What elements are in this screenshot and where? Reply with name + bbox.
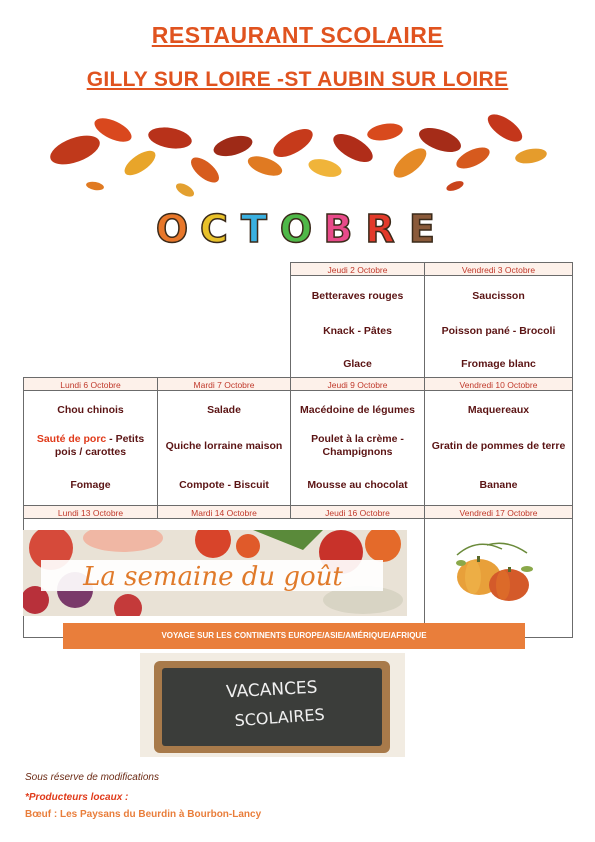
day-header: Jeudi 9 Octobre: [290, 377, 425, 391]
month-letter: O: [155, 207, 189, 250]
semaine-du-gout-image: [23, 530, 407, 616]
day-header: Vendredi 3 Octobre: [424, 262, 573, 276]
menu-item: Mousse au chocolat: [307, 479, 408, 491]
month-letter: C: [200, 207, 228, 250]
page-subtitle: GILLY SUR LOIRE -ST AUBIN SUR LOIRE: [86, 68, 509, 91]
menu-item: Fomage: [70, 479, 111, 491]
menu-item: Betteraves rouges: [311, 290, 404, 302]
day-header: Lundi 13 Octobre: [23, 505, 158, 519]
menu-item: Poisson pané - Brocoli: [441, 325, 556, 337]
beef-producer: Bœuf : Les Paysans du Beurdin à Bourbon-Lancy: [25, 809, 262, 820]
menu-item: Salade: [207, 404, 241, 416]
menu-item: Saucisson: [472, 290, 525, 302]
menu-item: Macédoine de légumes: [300, 404, 415, 416]
month-letter: O: [279, 207, 313, 250]
vacances-scolaires-image: [140, 653, 405, 757]
highlight-dish: Sauté de porc: [36, 433, 107, 445]
month-letter: B: [323, 207, 353, 250]
menu-item: Banane: [479, 479, 518, 491]
producers-label: *Producteurs locaux :: [25, 792, 129, 803]
month-letter: R: [365, 207, 395, 250]
day-header: Jeudi 2 Octobre: [290, 262, 425, 276]
autumn-leaves-image: [35, 108, 555, 200]
vacances-text-2: SCOLAIRES: [233, 704, 326, 731]
gout-text: La semaine du goût: [83, 562, 343, 592]
month-title: [148, 204, 448, 250]
menu-item: Quiche lorraine maison: [165, 440, 283, 452]
menu-item: Glace: [343, 358, 372, 370]
month-letter: E: [409, 207, 435, 250]
month-letter: T: [241, 207, 267, 250]
menu-item: Gratin de pommes de terre: [431, 440, 566, 452]
menu-item-main: Sauté de porc - Petits pois / carottes: [36, 433, 145, 458]
page-title: RESTAURANT SCOLAIRE: [151, 22, 444, 48]
day-header: Mardi 7 Octobre: [157, 377, 291, 391]
disclaimer: Sous réserve de modifications: [25, 772, 159, 783]
voyage-banner: VOYAGE SUR LES CONTINENTS EUROPE/ASIE/AMÉRIQUE/AFRIQUE: [63, 623, 525, 649]
day-header: Vendredi 17 Octobre: [424, 505, 573, 519]
vacances-text-1: VACANCES: [225, 677, 318, 703]
day-header: Mardi 14 Octobre: [157, 505, 291, 519]
menu-item: Compote - Biscuit: [179, 479, 269, 491]
menu-item: Maquereaux: [467, 404, 530, 416]
day-header: Vendredi 10 Octobre: [424, 377, 573, 391]
day-header: Lundi 6 Octobre: [23, 377, 158, 391]
pumpkin-image: [447, 535, 542, 610]
menu-item: Poulet à la crème - Champignons: [311, 433, 404, 458]
menu-item: Knack - Pâtes: [323, 325, 392, 337]
menu-item: Fromage blanc: [461, 358, 536, 370]
menu-item: Chou chinois: [57, 404, 124, 416]
day-header: Jeudi 16 Octobre: [290, 505, 425, 519]
